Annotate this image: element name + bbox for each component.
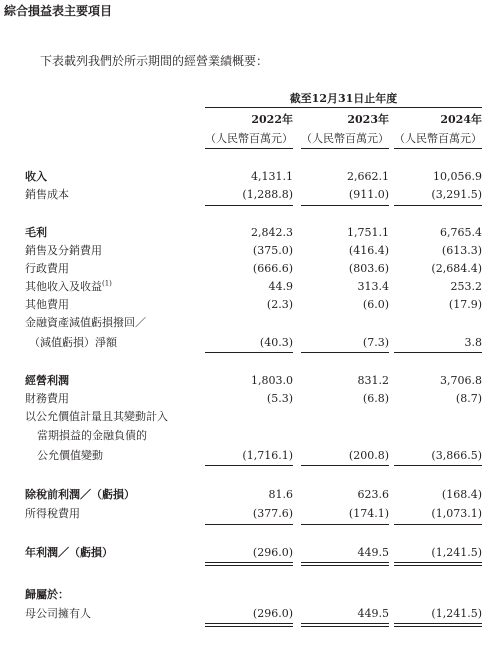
- cell-selling-2023: (416.4): [348, 244, 389, 257]
- total-double-rule: [205, 562, 293, 566]
- unit-2024: （人民幣百萬元）: [394, 132, 482, 145]
- subtotal-rule: [394, 524, 482, 525]
- row-label-profit-before-tax: 除稅前利潤／（虧損）: [25, 488, 135, 501]
- cell-profit-year-2023: 449.5: [357, 546, 389, 559]
- row-label-income-tax: 所得稅費用: [25, 507, 80, 520]
- cell-fair-value-2022: (1,716.1): [242, 449, 293, 462]
- cell-gross-profit-2023: 1,751.1: [347, 226, 389, 239]
- row-label-finance-costs: 財務費用: [25, 392, 69, 405]
- row-label-fair-value-line3: 公允價值變動: [37, 449, 103, 462]
- year-2023: 2023年: [347, 113, 389, 126]
- cell-pbt-2024: (168.4): [441, 488, 482, 501]
- cell-selling-2024: (613.3): [441, 244, 482, 257]
- cell-finance-2022: (5.3): [266, 392, 293, 405]
- unit-rule-2024: [394, 148, 482, 149]
- other-income-text: 其他收入及收益: [25, 280, 102, 293]
- row-label-selling-expenses: 銷售及分銷費用: [25, 244, 102, 257]
- row-label-other-income: [25, 280, 112, 293]
- subtotal-rule: [301, 465, 389, 466]
- cell-profit-year-2022: (296.0): [252, 546, 293, 559]
- unit-2023: （人民幣百萬元）: [301, 132, 389, 145]
- row-label-other-expenses: 其他費用: [25, 298, 69, 311]
- subtotal-rule: [205, 205, 293, 206]
- page-title: 綜合損益表主要項目: [4, 4, 113, 18]
- subtotal-rule: [205, 465, 293, 466]
- cell-operating-2024: 3,706.8: [440, 374, 482, 387]
- cell-admin-2024: (2,684.4): [431, 262, 482, 275]
- total-double-rule: [301, 562, 389, 566]
- cell-tax-2022: (377.6): [252, 507, 293, 520]
- cell-gross-profit-2024: 6,765.4: [440, 226, 482, 239]
- cell-profit-year-2024: (1,241.5): [431, 546, 482, 559]
- row-label-admin-expenses: 行政費用: [25, 262, 69, 275]
- cell-admin-2022: (666.6): [252, 262, 293, 275]
- row-label-cost-of-sales: 銷售成本: [25, 188, 69, 201]
- row-label-impairment-line2: （減值虧損）淨額: [29, 336, 117, 349]
- row-label-attributable: 歸屬於：: [25, 588, 69, 601]
- cell-pbt-2023: 623.6: [357, 488, 389, 501]
- total-double-rule: [301, 623, 389, 627]
- cell-cost-of-sales-2022: (1,288.8): [242, 188, 293, 201]
- total-double-rule: [394, 623, 482, 627]
- cell-cost-of-sales-2024: (3,291.5): [431, 188, 482, 201]
- cell-owners-2022: (296.0): [252, 607, 293, 620]
- row-label-owners: 母公司擁有人: [25, 607, 91, 620]
- row-label-gross-profit: 毛利: [25, 226, 47, 239]
- cell-operating-2022: 1,803.0: [251, 374, 293, 387]
- cell-operating-2023: 831.2: [357, 374, 389, 387]
- subtotal-rule: [205, 524, 293, 525]
- subtotal-rule: [301, 524, 389, 525]
- cell-impairment-2024: 3.8: [464, 336, 482, 349]
- cell-other-income-2022: 44.9: [268, 280, 293, 293]
- cell-pbt-2022: 81.6: [268, 488, 293, 501]
- subtotal-rule: [394, 465, 482, 466]
- row-label-fair-value-line2: 當期損益的金融負債的: [37, 429, 147, 442]
- intro-text: 下表載列我們於所示期間的經營業績概要：: [40, 54, 269, 68]
- subtotal-rule: [301, 352, 389, 353]
- subtotal-rule: [394, 205, 482, 206]
- cell-tax-2024: (1,073.1): [431, 507, 482, 520]
- unit-2022: （人民幣百萬元）: [205, 132, 293, 145]
- header-rule: [205, 107, 482, 108]
- cell-impairment-2022: (40.3): [259, 336, 293, 349]
- cell-impairment-2023: (7.3): [362, 336, 389, 349]
- cell-selling-2022: (375.0): [252, 244, 293, 257]
- cell-revenue-2023: 2,662.1: [347, 170, 389, 183]
- cell-other-expenses-2024: (17.9): [448, 298, 482, 311]
- cell-other-income-2023: 313.4: [357, 280, 389, 293]
- subtotal-rule: [301, 205, 389, 206]
- row-label-revenue: 收入: [25, 170, 47, 183]
- total-double-rule: [394, 562, 482, 566]
- period-header: 截至12月31日止年度: [289, 92, 398, 105]
- year-2022: 2022年: [251, 113, 293, 126]
- cell-admin-2023: (803.6): [348, 262, 389, 275]
- row-label-fair-value-line1: 以公允價值計量且其變動計入: [25, 410, 168, 423]
- row-label-profit-for-year: 年利潤／（虧損）: [25, 546, 113, 559]
- row-label-operating-profit: 經營利潤: [25, 374, 69, 387]
- cell-fair-value-2024: (3,866.5): [431, 449, 482, 462]
- unit-rule-2023: [301, 148, 389, 149]
- cell-owners-2024: (1,241.5): [431, 607, 482, 620]
- cell-cost-of-sales-2023: (911.0): [348, 188, 389, 201]
- subtotal-rule: [394, 352, 482, 353]
- cell-gross-profit-2022: 2,842.3: [251, 226, 293, 239]
- year-2024: 2024年: [440, 113, 482, 126]
- total-double-rule: [205, 623, 293, 627]
- footnote-marker: (1): [102, 279, 112, 288]
- subtotal-rule: [205, 352, 293, 353]
- cell-fair-value-2023: (200.8): [348, 449, 389, 462]
- cell-tax-2023: (174.1): [348, 507, 389, 520]
- cell-revenue-2022: 4,131.1: [251, 170, 293, 183]
- row-label-impairment-line1: 金融資產減值虧損撥回／: [25, 316, 146, 329]
- unit-rule-2022: [205, 148, 293, 149]
- cell-owners-2023: 449.5: [357, 607, 389, 620]
- cell-finance-2023: (6.8): [362, 392, 389, 405]
- cell-finance-2024: (8.7): [455, 392, 482, 405]
- cell-other-expenses-2023: (6.0): [362, 298, 389, 311]
- cell-other-income-2024: 253.2: [450, 280, 482, 293]
- cell-revenue-2024: 10,056.9: [433, 170, 482, 183]
- cell-other-expenses-2022: (2.3): [266, 298, 293, 311]
